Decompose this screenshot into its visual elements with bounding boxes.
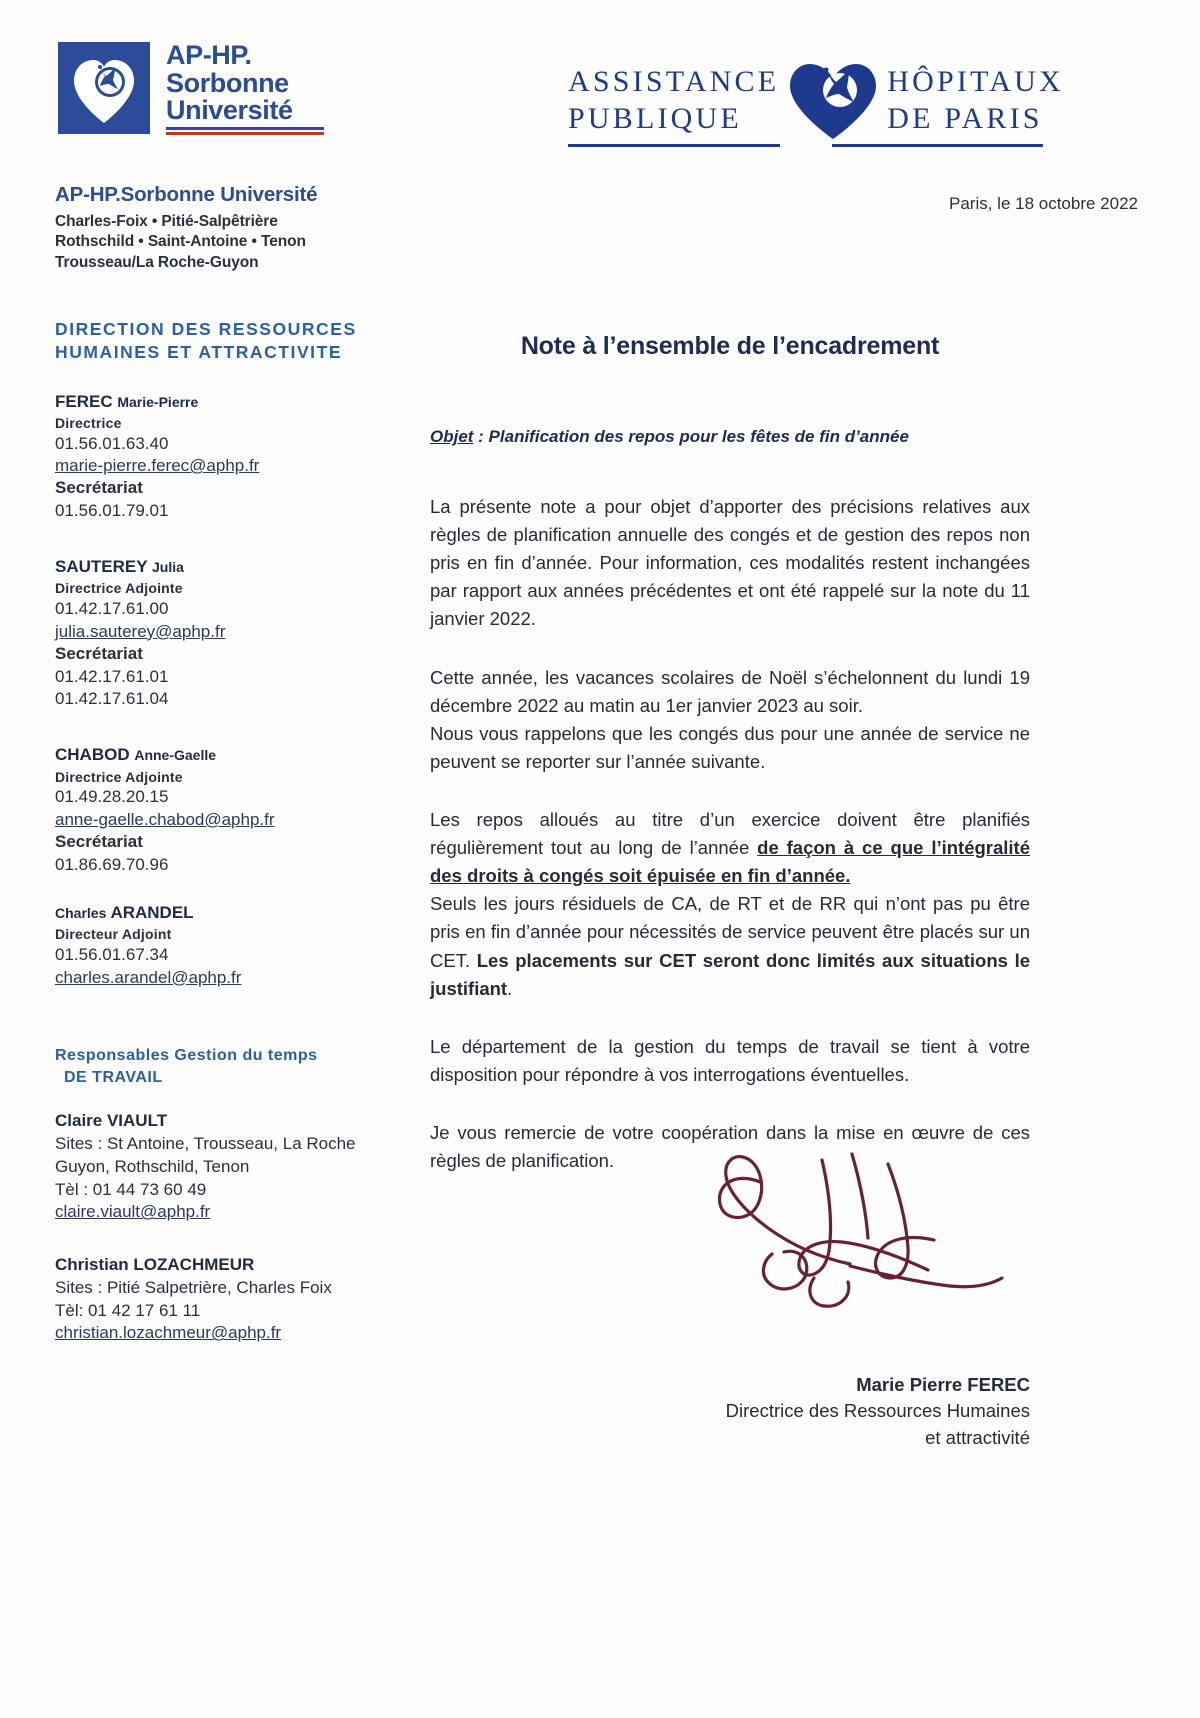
contact-role: Directrice <box>55 414 122 431</box>
sender-title: AP-HP.Sorbonne Université <box>55 183 318 206</box>
contact-secretariat-phone: 01.86.69.70.96 <box>55 854 169 874</box>
aphp-left-line-2: PUBLIQUE <box>568 102 742 135</box>
body-paragraph-3 <box>430 806 1030 1003</box>
body-paragraph-2-line-a: Cette année, les vacances scolaires de Noël s’échelonnent du lundi 19 décembre 2022 au matin au 1er janvier 2023 au soir. <box>430 666 1030 716</box>
subject-text: : Planification des repos pour les fêtes de fin d’année <box>473 427 909 446</box>
body-paragraph-3-part-b: Seuls les jours résiduels de CA, de RT et de RR qui n’ont pas pu être pris en fin d’année pour nécessités de service peuvent être placés sur un CET. <box>430 893 1030 971</box>
gtt-section-title-line-1: Responsables Gestion du temps <box>55 1047 318 1065</box>
subject-line <box>430 427 1030 447</box>
letterhead <box>0 0 1200 170</box>
gtt-section-title <box>55 1045 415 1088</box>
signatory-name: Marie Pierre FEREC <box>856 1374 1030 1395</box>
body-paragraph-2-line-b: Nous vous rappelons que les congés dus pour une année de service ne peuvent se reporter sur l’année suivante. <box>430 722 1030 772</box>
department-title-line-2: HUMAINES ET ATTRACTIVITE <box>55 342 343 363</box>
gtt-contact-email[interactable]: christian.lozachmeur@aphp.fr <box>55 1323 282 1343</box>
contact-role: Directrice Adjointe <box>55 580 183 597</box>
contact-secretariat-phone: 01.56.01.79.01 <box>55 500 169 520</box>
aphp-right-line-1: HÔPITAUX <box>887 65 1064 99</box>
gtt-contact-card <box>55 1254 415 1345</box>
contact-secretariat-phone-alt: 01.42.17.61.04 <box>55 689 169 708</box>
sender-sites-line-1: Charles-Foix • Pitié-Salpêtrière <box>55 212 278 230</box>
body-paragraph-3-part-c: . <box>507 977 513 999</box>
handwritten-signature <box>430 1146 1030 1346</box>
aphp-rule-right <box>832 144 1044 147</box>
body-paragraph-3-part-a: Les repos alloués au titre d’un exercice doivent être planifiés régulièrement tout au long de l’année <box>430 808 1030 859</box>
department-title <box>55 318 415 365</box>
logo-line-2: Sorbonne <box>166 67 289 98</box>
gtt-section-title-line-2: DE TRAVAIL <box>64 1068 163 1086</box>
contact-phone: 01.56.01.67.34 <box>55 945 169 965</box>
contact-phone: 01.49.28.20.15 <box>55 787 169 807</box>
gtt-contact-phone: Tèl : 01 44 73 60 49 <box>55 1179 207 1199</box>
signatory-title-line-2: et attractivité <box>925 1426 1030 1448</box>
contact-secretariat-label: Secrétariat <box>55 644 143 664</box>
aphp-rule-left <box>568 144 780 147</box>
aphp-sorbonne-universite-logo <box>58 42 324 135</box>
body-paragraph-3-bold: Les placements sur CET seront donc limités aux situations le justifiant <box>430 949 1030 999</box>
logo-line-3: Université <box>166 95 293 126</box>
page-title: Note à l’ensemble de l’encadrement <box>520 332 940 360</box>
assistance-publique-hopitaux-de-paris-logo <box>568 62 1064 147</box>
contact-last-name: SAUTEREY <box>55 557 148 577</box>
logo-rule-blue <box>166 127 324 130</box>
date-line: Paris, le 18 octobre 2022 <box>948 194 1138 213</box>
aphp-right-line-2: DE PARIS <box>887 102 1043 135</box>
aphp-right-words <box>887 64 1064 137</box>
contact-phone: 01.56.01.63.40 <box>55 433 169 453</box>
sender-block <box>55 182 317 273</box>
contact-last-name: FEREC <box>55 391 113 411</box>
contact-card <box>55 902 415 989</box>
contact-phone: 01.42.17.61.00 <box>55 599 169 619</box>
heart-bird-icon <box>70 55 138 125</box>
contact-card <box>55 744 415 876</box>
body-paragraph-3-underlined: de façon à ce que l’intégralité des droits à congés soit épuisée en fin d’année. <box>430 837 1031 887</box>
contact-name <box>55 556 415 578</box>
contact-email[interactable]: marie-pierre.ferec@aphp.fr <box>55 455 260 475</box>
logo-rule-red <box>166 132 324 135</box>
contact-role: Directrice Adjointe <box>55 768 183 785</box>
gtt-contact-sites-line-2: Guyon, Rothschild, Tenon <box>55 1156 250 1176</box>
contact-secretariat-phone: 01.42.17.61.01 <box>55 666 169 686</box>
contact-first-name: Charles <box>55 905 107 922</box>
gtt-contact-sites-line-1: Sites : St Antoine, Trousseau, La Roche <box>55 1133 356 1153</box>
body-paragraph-1: La présente note a pour objet d’apporter des précisions relatives aux règles de planification annuelle des congés et de gestion des repos non pris en fin d’année. Pour information, ces modalités restent inchangées par rapport aux années précédentes et ont été rappelé sur la note du 11 janvier 2022. <box>430 496 1030 630</box>
sorbonne-heart-mark-icon <box>58 42 150 134</box>
body-paragraph-5: Je vous remercie de votre coopération dans la mise en œuvre de ces règles de planification. <box>430 1121 1030 1172</box>
aphp-heart-icon <box>785 62 881 140</box>
contact-first-name: Marie-Pierre <box>117 393 199 410</box>
gtt-contact-name: Christian LOZACHMEUR <box>55 1255 255 1275</box>
gtt-contact-email[interactable]: claire.viault@aphp.fr <box>55 1202 211 1222</box>
contact-last-name: CHABOD <box>55 745 130 765</box>
contact-card <box>55 391 415 523</box>
sender-sites-line-2: Rothschild • Saint-Antoine • Tenon <box>55 233 306 251</box>
signature-icon <box>702 1146 1022 1336</box>
body-paragraph-4: Le département de la gestion du temps de travail se tient à votre disposition pour répondre à vos interrogations éventuelles. <box>430 1035 1030 1085</box>
logo-line-1: AP-HP. <box>166 40 252 70</box>
aphp-left-words <box>568 64 779 137</box>
contact-name <box>55 391 415 413</box>
contact-email[interactable]: julia.sauterey@aphp.fr <box>55 621 226 641</box>
gtt-contact-sites-line-1: Sites : Pitié Salpetrière, Charles Foix <box>55 1277 332 1297</box>
contact-card <box>55 556 415 710</box>
body-paragraph-2 <box>430 664 1030 776</box>
sender-sites-line-3: Trousseau/La Roche-Guyon <box>55 253 259 271</box>
gtt-contact-card <box>55 1110 415 1224</box>
contact-secretariat-label: Secrétariat <box>55 832 143 852</box>
contact-last-name: ARANDEL <box>110 903 194 923</box>
contact-first-name: Anne-Gaelle <box>134 747 217 764</box>
contact-email[interactable]: anne-gaelle.chabod@aphp.fr <box>55 809 275 829</box>
aphp-logo-rules <box>568 144 1043 147</box>
subject-label: Objet <box>430 427 474 446</box>
gtt-contact-phone: Tèl: 01 42 17 61 11 <box>55 1300 201 1320</box>
logo-wordmark <box>166 42 324 135</box>
aphp-left-line-1: ASSISTANCE <box>568 65 780 99</box>
contact-first-name: Julia <box>152 559 184 576</box>
department-title-line-1: DIRECTION DES RESSOURCES <box>55 319 357 339</box>
contact-role: Directeur Adjoint <box>55 926 172 943</box>
letter-body <box>430 318 1030 1194</box>
contact-name <box>55 902 415 924</box>
contact-email[interactable]: charles.arandel@aphp.fr <box>55 967 242 987</box>
contact-secretariat-label: Secrétariat <box>55 478 143 498</box>
signature-block <box>430 1372 1030 1451</box>
contact-name <box>55 744 415 766</box>
signatory-title-line-1: Directrice des Ressources Humaines <box>725 1400 1030 1422</box>
contacts-sidebar <box>55 318 415 1371</box>
gtt-contact-name: Claire VIAULT <box>55 1111 168 1131</box>
